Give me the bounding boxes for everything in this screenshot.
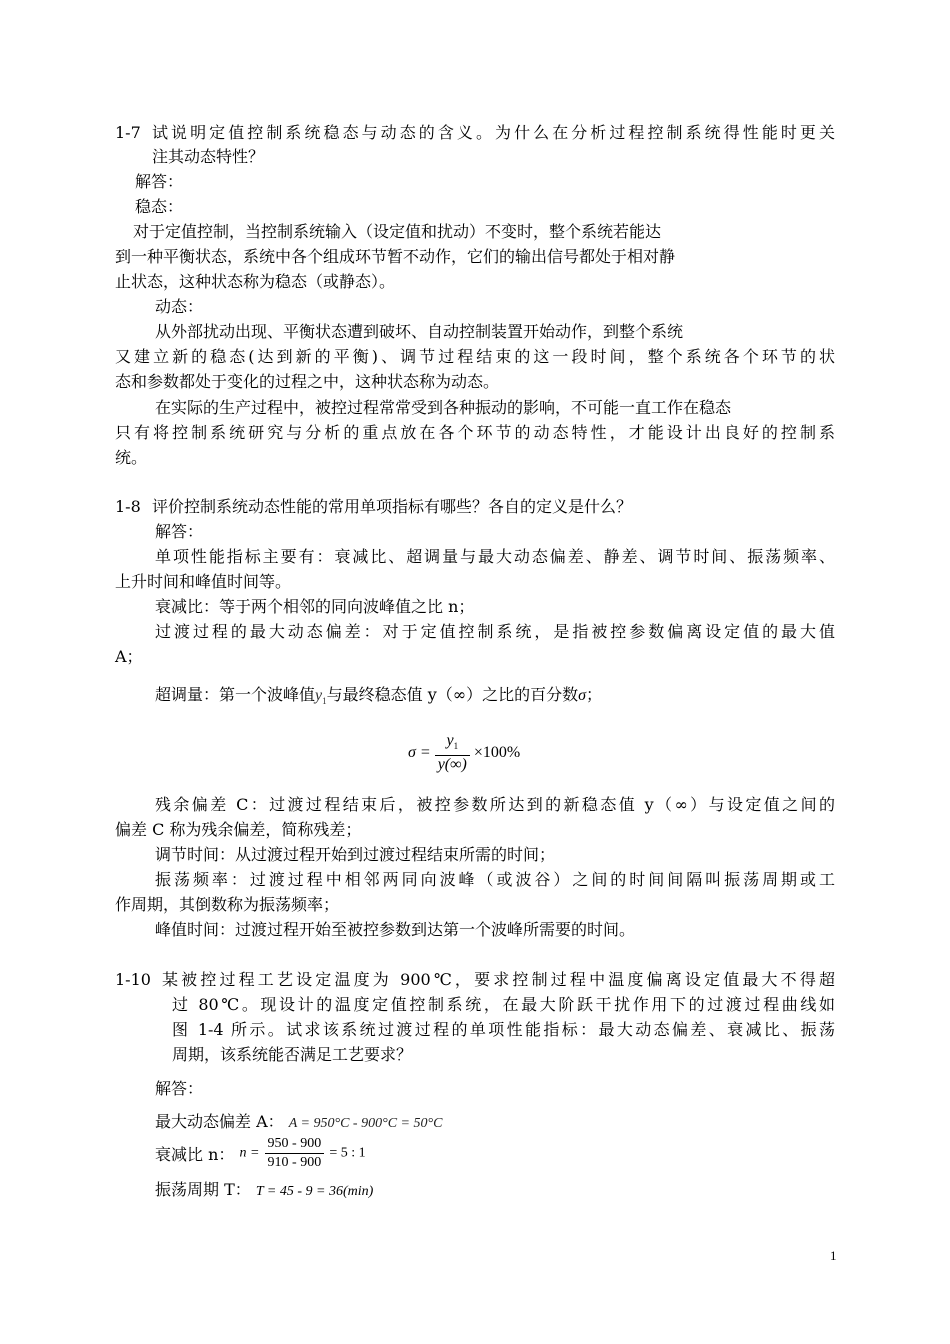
period-equation: T = 45 - 9 = 36(min) (255, 1184, 374, 1199)
overshoot-y1-symbol: y (315, 687, 323, 704)
q110-title-line4: 周期，该系统能否满足工艺要求？ (172, 1045, 413, 1064)
decay-ratio-numerator: 950 - 900 (265, 1135, 325, 1154)
q18-max-deviation-line2: A； (115, 647, 143, 666)
overshoot-y1-subscript: 1 (322, 696, 327, 707)
q18-settling-time: 调节时间：从过渡过程开始到过渡过程结束所需的时间； (155, 845, 556, 864)
formula-denominator: y(∞) (437, 756, 467, 774)
q18-answer-label: 解答： (155, 522, 204, 541)
q17-practice-line1: 在实际的生产过程中，被控过程常常受到各种振动的影响，不可能一直工作在稳态 (155, 398, 732, 417)
q17-number: 1-7 (115, 123, 141, 142)
decay-ratio-denominator: 910 - 900 (267, 1155, 322, 1170)
overshoot-sigma: σ (578, 687, 586, 704)
q17-dynamic-line1: 从外部扰动出现、平衡状态遭到破坏、自动控制装置开始动作，到整个系统 (155, 322, 684, 341)
decay-ratio-lhs: n = (239, 1145, 260, 1161)
formula-fraction (435, 732, 470, 774)
formula-lhs: σ = (408, 744, 431, 762)
q18-number: 1-8 (115, 497, 141, 516)
q17-practice-line3: 统。 (115, 448, 148, 467)
q18-oscillation-line2: 作周期，其倒数称为振荡频率； (115, 895, 340, 914)
q110-title-line2: 过 80℃。现设计的温度定值控制系统，在最大阶跃干扰作用下的过渡过程曲线如 (172, 995, 835, 1014)
q17-steady-heading: 稳态： (135, 197, 184, 216)
period-label: 振荡周期 T： (155, 1180, 251, 1199)
overshoot-y1 (315, 687, 327, 707)
q110-max-deviation (155, 1110, 442, 1136)
max-deviation-label: 最大动态偏差 A： (155, 1112, 284, 1131)
q17-dynamic-line3: 态和参数都处于变化的过程之中，这种状态称为动态。 (115, 372, 500, 391)
q110-oscillation-period (155, 1178, 373, 1204)
q18-title: 评价控制系统动态性能的常用单项指标有哪些？各自的定义是什么？ (152, 497, 633, 516)
q17-dynamic-heading: 动态： (155, 297, 204, 316)
decay-ratio-label: 衰减比 n： (155, 1145, 235, 1164)
q17-practice-line2: 只有将控制系统研究与分析的重点放在各个环节的动态特性，才能设计出良好的控制系 (115, 423, 835, 442)
q17-title-line1: 试说明定值控制系统稳态与动态的含义。为什么在分析过程控制系统得性能时更关 (152, 123, 835, 142)
q110-decay-ratio (155, 1135, 366, 1172)
overshoot-text-end: ； (585, 685, 602, 704)
q18-max-deviation-line1: 过渡过程的最大动态偏差：对于定值控制系统，是指被控参数偏离设定值的最大值 (155, 622, 835, 641)
formula-num-subscript: 1 (453, 741, 459, 752)
q110-answer-label: 解答： (155, 1079, 204, 1098)
formula-numerator (435, 732, 470, 756)
overshoot-formula (408, 732, 520, 774)
q18-overshoot (155, 683, 602, 713)
q17-steady-line2: 到一种平衡状态，系统中各个组成环节暂不动作，它们的输出信号都处于相对静 (115, 247, 676, 266)
formula-num-symbol: y (446, 732, 454, 749)
q110-number: 1-10 (115, 970, 151, 989)
q17-answer-label: 解答： (135, 172, 184, 191)
page-number: 1 (830, 1248, 837, 1263)
q17-dynamic-line2: 又建立新的稳态(达到新的平衡)、调节过程结束的这一段时间，整个系统各个环节的状 (115, 347, 835, 366)
q17-title-line2: 注其动态特性？ (152, 147, 265, 166)
decay-ratio-fraction (265, 1135, 325, 1172)
q18-indices-line1: 单项性能指标主要有：衰减比、超调量与最大动态偏差、静差、调节时间、振荡频率、 (155, 547, 835, 566)
q18-residual-line1: 残余偏差 C：过渡过程结束后，被控参数所达到的新稳态值 y（∞）与设定值之间的 (155, 795, 835, 814)
formula-rhs: ×100% (473, 744, 521, 762)
decay-ratio-rhs: = 5 : 1 (329, 1145, 366, 1161)
q110-title-line3: 图 1-4 所示。试求该系统过渡过程的单项性能指标：最大动态偏差、衰减比、振荡 (172, 1020, 835, 1039)
q18-residual-line2: 偏差 C 称为残余偏差，简称残差； (115, 820, 362, 839)
q17-steady-line1: 对于定值控制，当控制系统输入（设定值和扰动）不变时，整个系统若能达 (133, 222, 662, 241)
q18-oscillation-line1: 振荡频率：过渡过程中相邻两同向波峰（或波谷）之间的时间间隔叫振荡周期或工 (155, 870, 835, 889)
overshoot-text-a: 超调量：第一个波峰值 (155, 685, 316, 704)
q110-title-line1: 某被控过程工艺设定温度为 900℃，要求控制过程中温度偏离设定值最大不得超 (162, 970, 835, 989)
overshoot-text-b: 与最终稳态值 y（∞）之比的百分数 (326, 685, 579, 704)
q17-steady-line3: 止状态，这种状态称为稳态（或静态）。 (115, 272, 396, 291)
q18-peak-time: 峰值时间：过渡过程开始至被控参数到达第一个波峰所需要的时间。 (155, 920, 636, 939)
q18-indices-line2: 上升时间和峰值时间等。 (115, 572, 292, 591)
q18-decay-ratio: 衰减比：等于两个相邻的同向波峰值之比 n； (155, 597, 475, 616)
max-deviation-equation: A = 950°C - 900°C = 50°C (288, 1116, 443, 1131)
